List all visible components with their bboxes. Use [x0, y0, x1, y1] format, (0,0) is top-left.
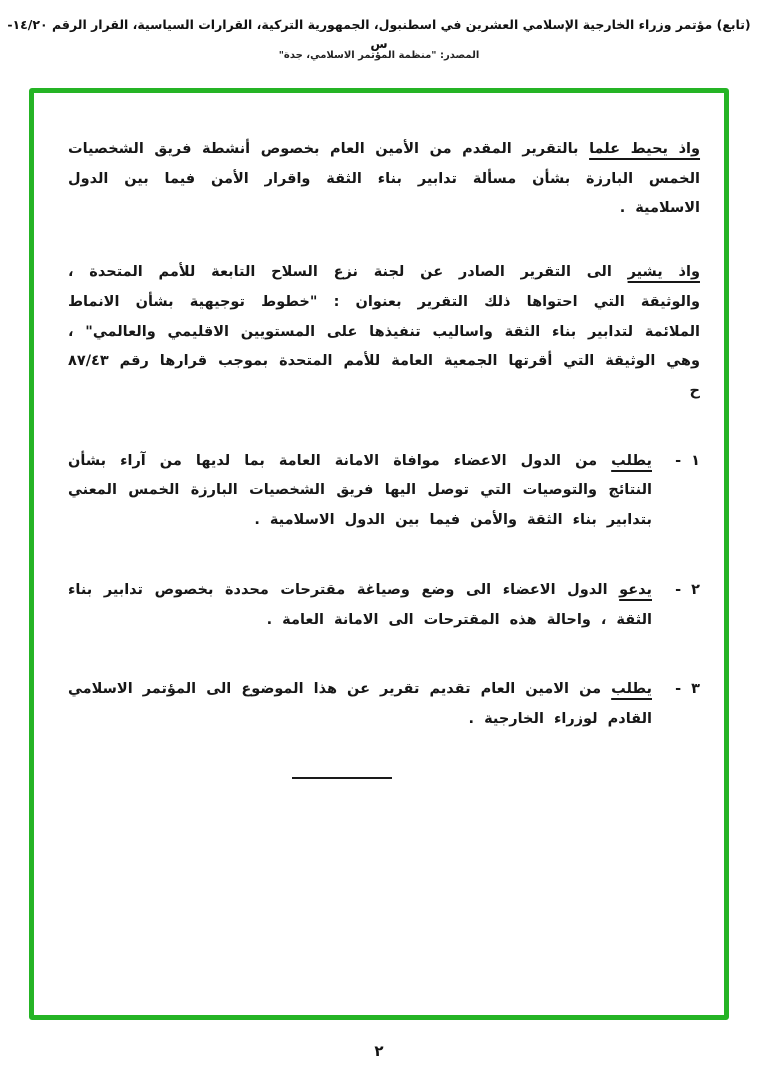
preamble-2-lead: واذ يشير: [627, 264, 700, 281]
page-number: ٢: [374, 1042, 384, 1060]
content-border-box: [29, 88, 729, 1020]
end-rule: [292, 777, 392, 779]
item-2-paragraph: [68, 576, 652, 635]
item-3-lead: يطلب: [611, 681, 652, 698]
preamble-1-lead: واذ يحيط علما: [589, 141, 701, 157]
preamble-2-text: الى التقرير الصادر عن لجنة نزع السلاح التابعة للأمم المتحدة ، والوثيقة التي احتواها ذلك التقرير بعنوان : "خطوط توجيهية بشأن الانماط الملائمة لتدابير بناء الثقة واساليب تنفيذها على المستويين الاقليمي والعالمي" ، وهي الوثيقة التي أقرتها الجمعية العامة للأمم المتحدة بموجب قرارها رقم ٨٧/٤٣ ح: [68, 264, 700, 400]
document-header: (تابع) مؤتمر وزراء الخارجية الإسلامي العشرين في اسطنبول، الجمهورية التركية، القرارات السياسية، القرار الرقم ١٤/٢٠- س: [7, 17, 751, 51]
preamble-1-text: بالتقرير المقدم من الأمين العام بخصوص أنشطة فريق الشخصيات الخمس البارزة بشأن مسألة تدابير بناء الثقة واقرار الأمن فيما بين الدول الاسلامية .: [68, 141, 700, 217]
item-1-number: ١ -: [675, 452, 700, 469]
item-2-lead: يدعو: [619, 581, 652, 598]
item-3-number: ٣ -: [675, 681, 700, 698]
item-1-text: من الدول الاعضاء موافاة الامانة العامة بما لديها من آراء بشأن النتائج والتوصيات التي توصل اليها فريق الشخصيات البارزة الخمس المعني بتدابير بناء الثقة والأمن فيما بين الدول الاسلامية .: [68, 452, 652, 529]
item-2-number: ٢ -: [675, 581, 700, 598]
operative-item-3: [68, 675, 700, 734]
preamble-paragraph-2: [68, 258, 700, 407]
item-1-paragraph: [68, 447, 652, 536]
operative-item-2: [68, 576, 700, 635]
source-line: المصدر: "منظمة المؤتمر الاسلامي، جدة": [278, 50, 480, 61]
item-1-lead: يطلب: [611, 452, 652, 469]
document-body: [68, 135, 700, 779]
operative-item-1: [68, 447, 700, 536]
preamble-paragraph-1: [68, 135, 700, 224]
item-3-text: من الامين العام تقديم تقرير عن هذا الموضوع الى المؤتمر الاسلامي القادم لوزراء الخارجية .: [68, 681, 652, 728]
item-2-text: الدول الاعضاء الى وضع وصياغة مقترحات محددة بخصوص تدابير بناء الثقة ، واحالة هذه المقترحات الى الامانة العامة .: [68, 581, 652, 628]
item-3-paragraph: [68, 675, 652, 734]
